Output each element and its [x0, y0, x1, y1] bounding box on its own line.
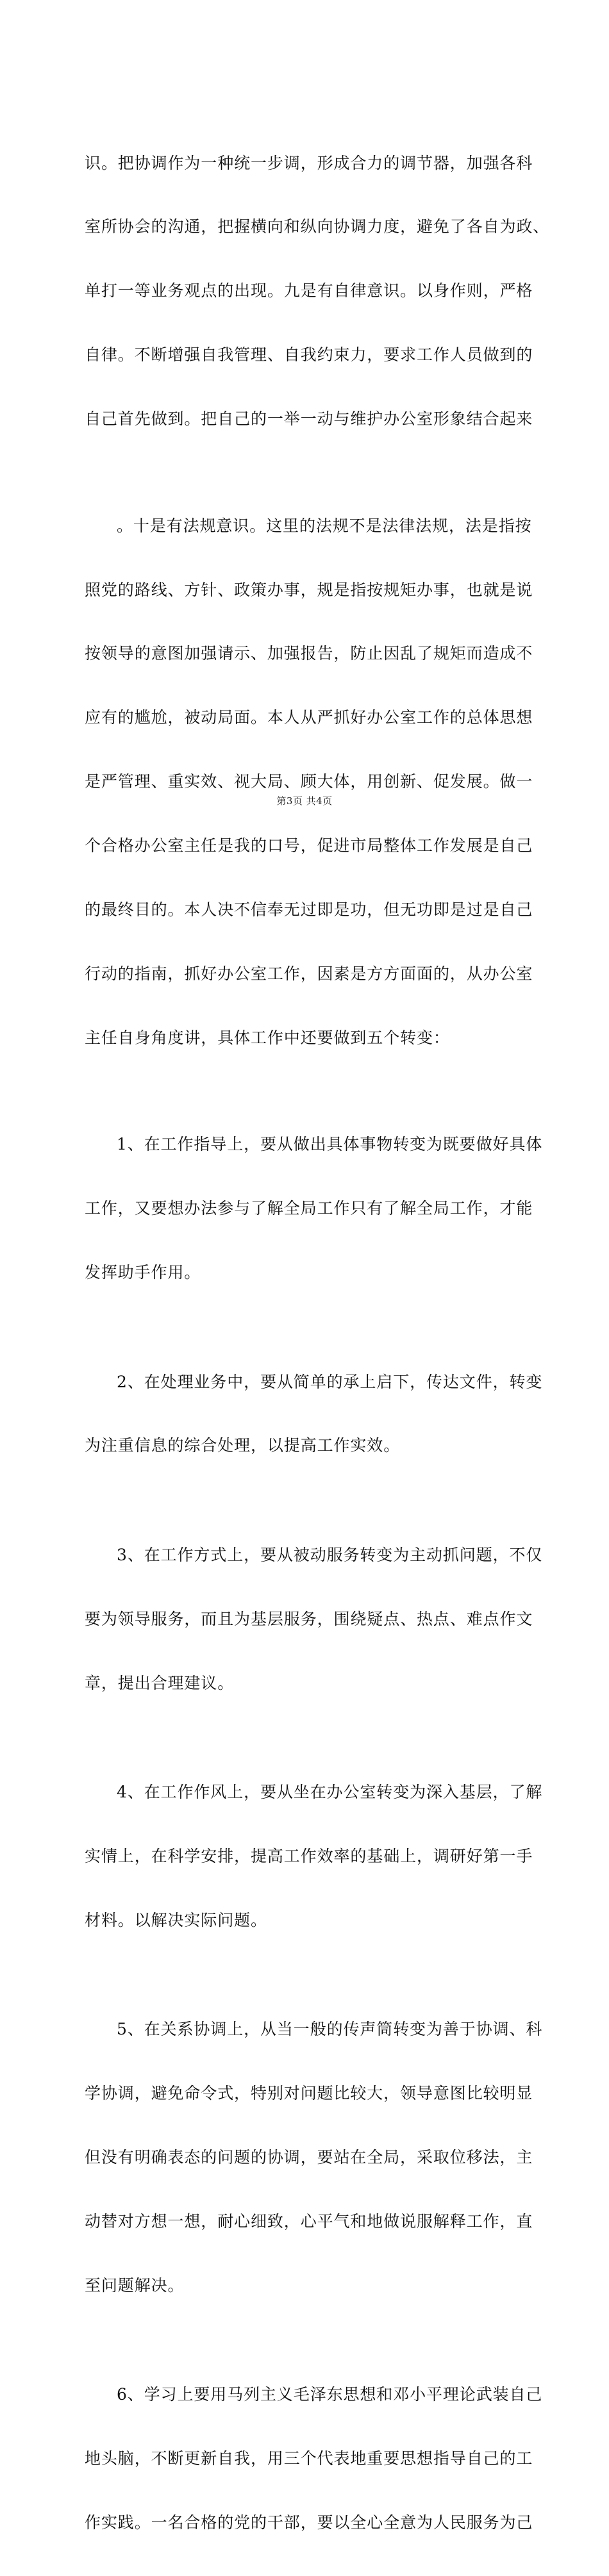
text-line: 为注重信息的综合处理，以提高工作实效。	[85, 1436, 401, 1455]
text-line: 单打一等业务观点的出现。九是有自律意识。以身作则，严格	[85, 281, 533, 301]
text-line: 2、在处理业务中，要从简单的承上启下，传达文件，转变	[117, 1372, 543, 1391]
text-line: 材料。以解决实际问题。	[85, 1910, 267, 1929]
text-line: 的最终目的。本人决不信奉无过即是功，但无功即是过是自己	[85, 900, 533, 919]
text-line: 4、在工作作风上，要从坐在办公室转变为深入基层，了解	[117, 1783, 543, 1802]
paragraph-item-3	[85, 1501, 543, 1736]
text-line: 动替对方想一想，耐心细致，心平气和地做说服解释工作，直	[85, 2212, 533, 2231]
text-line: 。十是有法规意识。这里的法规不是法律法规，法是指按	[117, 516, 532, 535]
text-line: 自己首先做到。把自己的一举一动与维护办公室形象结合起来	[85, 409, 533, 429]
text-line: 工作，又要想办法参与了解全局工作只有了解全局工作，才能	[85, 1199, 533, 1218]
text-line: 应有的尴尬，被动局面。本人从严抓好办公室工作的总体思想	[85, 708, 533, 727]
text-line: 5、在关系协调上，从当一般的传声筒转变为善于协调、科	[117, 2020, 543, 2039]
text-line: 至问题解决。	[85, 2275, 185, 2295]
text-line: 作实践。一名合格的党的干部，要以全心全意为人民服务为己	[85, 2513, 533, 2532]
text-line: 主任自身角度讲，具体工作中还要做到五个转变：	[85, 1028, 450, 1047]
page-footer: 第3页 共4页	[276, 795, 333, 807]
text-line: 地头脑，不断更新自我，用三个代表地重要思想指导自己的工	[85, 2449, 533, 2468]
text-line: 3、在工作方式上，要从被动服务转变为主动抓问题，不仅	[117, 1545, 543, 1564]
text-line: 1、在工作指导上，要从做出具体事物转变为既要做好具体	[117, 1135, 543, 1154]
text-line: 个合格办公室主任是我的口号，促进市局整体工作发展是自己	[85, 836, 533, 855]
text-line: 6、学习上要用马列主义毛泽东思想和邓小平理论武装自己	[117, 2385, 543, 2404]
text-line: 章，提出合理建议。	[85, 1673, 235, 1692]
text-line: 行动的指南，抓好办公室工作，因素是方方面面的，从办公室	[85, 964, 533, 983]
text-line: 照党的路线、方针、政策办事，规是指按规矩办事，也就是说	[85, 580, 533, 599]
text-line: 识。把协调作为一种统一步调，形成合力的调节器，加强各科	[85, 153, 533, 172]
paragraph-1	[85, 110, 550, 472]
text-line: 要为领导服务，而且为基层服务，围绕疑点、热点、难点作文	[85, 1609, 533, 1628]
text-line: 是严管理、重实效、视大局、顾大体，用创新、促发展。做一	[85, 772, 533, 791]
text-line: 按领导的意图加强请示、加强报告，防止因乱了规矩而造成不	[85, 644, 533, 663]
text-line: 实情上，在科学安排，提高工作效率的基础上，调研好第一手	[85, 1847, 533, 1866]
paragraph-item-5	[85, 1976, 543, 2339]
text-line: 学协调，避免命令式，特别对问题比较大，领导意图比较明显	[85, 2084, 533, 2103]
text-line: 但没有明确表态的问题的协调，要站在全局，采取位移法，主	[85, 2148, 533, 2167]
text-line: 自律。不断增强自我管理、自我约束力，要求工作人员做到的	[85, 345, 533, 365]
paragraph-item-6	[85, 2341, 543, 2576]
text-line: 发挥助手作用。	[85, 1263, 201, 1282]
text-line: 室所协会的沟通，把握横向和纵向协调力度，避免了各自为政、	[85, 217, 550, 236]
paragraph-item-2	[85, 1328, 543, 1499]
document-body	[85, 110, 550, 2576]
paragraph-2	[85, 472, 533, 1091]
paragraph-item-4	[85, 1739, 543, 1974]
paragraph-item-1	[85, 1091, 543, 1326]
